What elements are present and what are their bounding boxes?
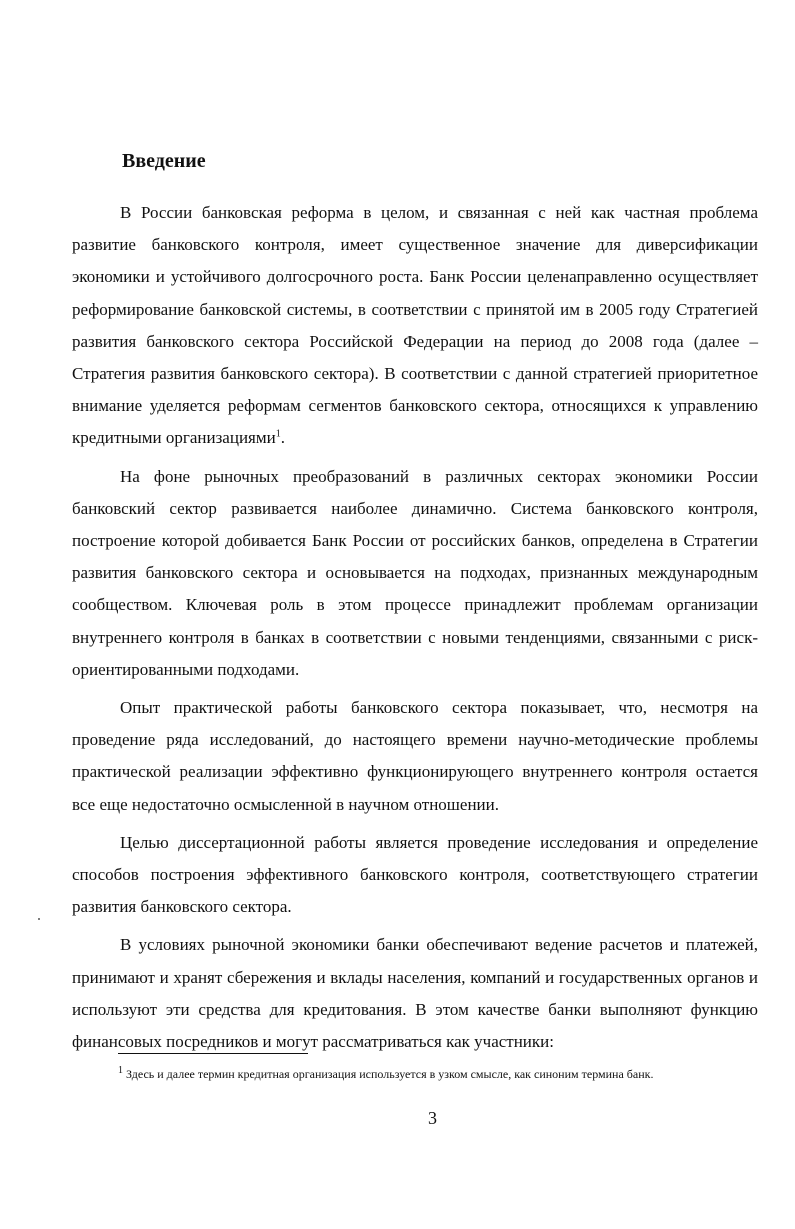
footnote-reference: 1: [275, 428, 281, 440]
scan-speck: [38, 918, 40, 920]
footnote-marker: 1: [118, 1065, 123, 1076]
paragraph-3: Опыт практической работы банковского сектора показывает, что, несмотря на проведение ряда исследований, до настоящего времени научно-методические проблемы практической реализации эффективно функционирующего внутреннего контроля остается все еще недостаточно осмысленной в научном отношении.: [72, 698, 758, 814]
footnote-text: Здесь и далее термин кредитная организация используется в узком смысле, как синоним термина банк.: [126, 1067, 654, 1081]
body-text: [72, 197, 758, 1064]
footnote: [118, 1066, 758, 1082]
paragraph-1-text: В России банковская реформа в целом, и связанная с ней как частная проблема развитие банковского контроля, имеет существенное значение для диверсификации экономики и устойчивого долгосрочного роста. Банк России целенаправленно осуществляет реформирование банковской системы, в соответствии с принятой им в 2005 году Стратегией развития банковского сектора Российской Федерации на период до 2008 года (далее – Стратегия развития банковского сектора). В соответствии с данной стратегией приоритетное внимание уделяется реформам сегментов банковского сектора, относящихся к управлению кредитными организациями: [72, 203, 758, 448]
footnote-separator: [118, 1053, 308, 1054]
section-heading: Введение: [122, 150, 206, 172]
page-number: 3: [428, 1108, 437, 1128]
paragraph-1: [72, 197, 758, 455]
paragraph-4: Целью диссертационной работы является проведение исследования и определение способов построения эффективного банковского контроля, соответствующего стратегии развития банковского сектора.: [72, 832, 758, 917]
paragraph-2: На фоне рыночных преобразований в различных секторах экономики России банковский сектор развивается наиболее динамично. Система банковского контроля, построение которой добивается Банк России от российских банков, определена в Стратегии развития банковского сектора и основывается на подходах, признанных международным сообществом. Ключевая роль в этом процессе принадлежит проблемам организации внутреннего контроля в банках в соответствии с новыми тенденциями, связанными с риск-ориентированными подходами.: [72, 466, 758, 679]
paragraph-1-end: .: [280, 428, 285, 448]
paragraph-5: В условиях рыночной экономики банки обеспечивают ведение расчетов и платежей, принимают и хранят сбережения и вклады населения, компаний и государственных органов и используют эти средства для кредитования. В этом качестве банки выполняют функцию финансовых посредников и могут рассматриваться как участники:: [72, 935, 758, 1052]
